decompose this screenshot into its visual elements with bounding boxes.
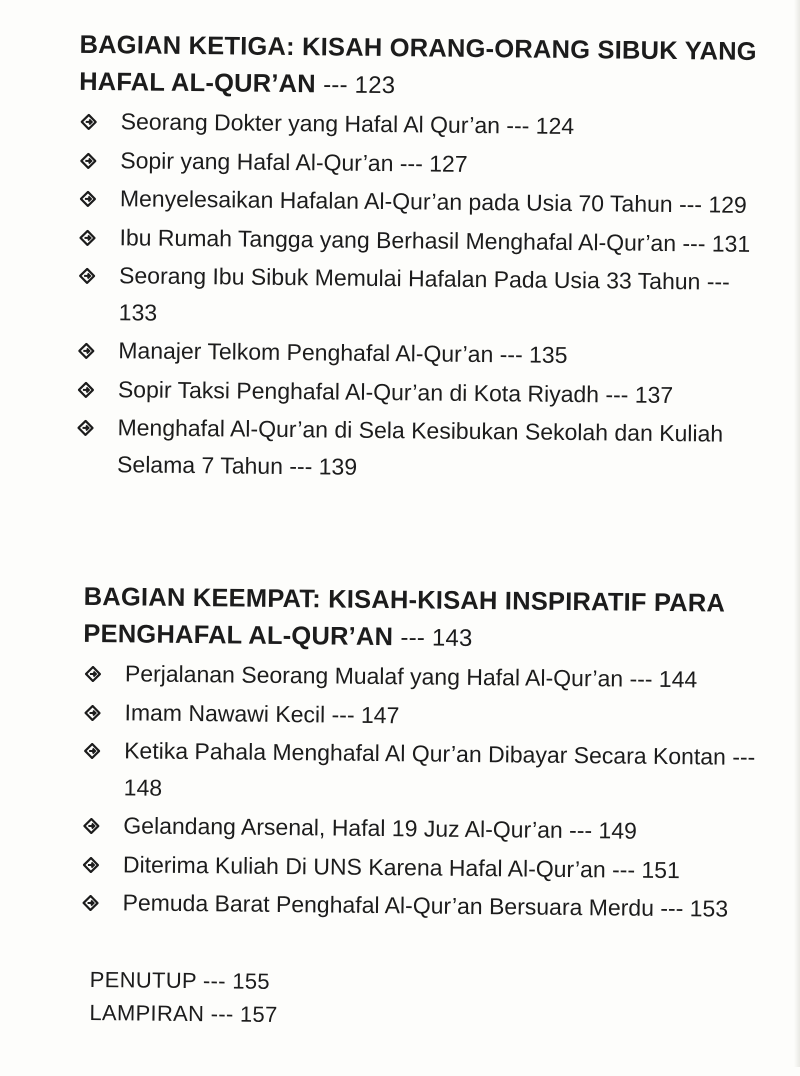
list-item (81, 845, 763, 889)
list-item-text: Ibu Rumah Tangga yang Berhasil Menghafal Al-Qur’an --- 131 (119, 223, 751, 257)
diamond-arrow-bullet-icon (84, 704, 100, 720)
list-item (76, 370, 758, 414)
diamond-arrow-bullet-icon (83, 818, 99, 834)
diamond-arrow-bullet-icon (84, 743, 100, 759)
list-item-text: Seorang Ibu Sibuk Memulai Hafalan Pada Usia 33 Tahun --- 133 (118, 262, 730, 326)
list-item-text: Ketika Pahala Menghafal Al Qur’an Dibayar Secara Kontan --- 148 (123, 737, 756, 801)
list-item-text: Manajer Telkom Penghafal Al-Qur’an --- 135 (118, 337, 568, 368)
diamond-arrow-bullet-icon (78, 381, 94, 397)
diamond-arrow-bullet-icon (80, 191, 96, 207)
list-item-text: Menyelesaikan Hafalan Al-Qur’an pada Usia 70 Tahun --- 129 (119, 185, 747, 218)
part-four-page: --- 143 (400, 624, 473, 652)
list-item-text: Gelandang Arsenal, Hafal 19 Juz Al-Qur’an --- 149 (123, 812, 638, 844)
list-item (77, 218, 759, 262)
list-item (75, 409, 758, 489)
diamond-arrow-bullet-icon (79, 268, 95, 284)
diamond-arrow-bullet-icon (77, 420, 93, 436)
diamond-arrow-bullet-icon (78, 343, 94, 359)
diamond-arrow-bullet-icon (79, 229, 95, 245)
list-item (79, 103, 761, 147)
part-three-heading (79, 27, 760, 108)
diamond-arrow-bullet-icon (80, 152, 96, 168)
part-three-list (75, 103, 800, 490)
diamond-arrow-bullet-icon (81, 114, 97, 130)
list-item-text: Diterima Kuliah Di UNS Karena Hafal Al-Qur’an --- 151 (122, 850, 680, 883)
diamond-arrow-bullet-icon (85, 666, 101, 682)
list-item (76, 332, 758, 376)
list-item (78, 141, 760, 185)
diamond-arrow-bullet-icon (83, 856, 99, 872)
page-edge-shadow (794, 0, 800, 1067)
list-item-text: Sopir Taksi Penghafal Al-Qur’an di Kota Riyadh --- 137 (117, 375, 674, 408)
penutup-entry: PENUTUP --- 155 (89, 966, 271, 994)
lampiran-entry: LAMPIRAN --- 157 (89, 999, 278, 1027)
list-item (80, 884, 762, 928)
part-three-section (75, 27, 800, 492)
list-item-text: Perjalanan Seorang Mualaf yang Hafal Al-Qur’an --- 144 (124, 660, 698, 693)
list-item-text: Sopir yang Hafal Al-Qur’an --- 127 (120, 146, 468, 177)
list-item (83, 655, 765, 699)
list-item (82, 693, 764, 737)
list-item-text: Seorang Dokter yang Hafal Al Qur’an --- 124 (120, 108, 575, 140)
list-item-text: Pemuda Barat Penghafal Al-Qur’an Bersuara Merdu --- 153 (122, 889, 729, 922)
part-three-title: BAGIAN KETIGA: KISAH ORANG-ORANG SIBUK YANG HAFAL AL-QUR’AN (79, 30, 757, 99)
closing-entries (89, 963, 278, 1031)
list-item (82, 732, 765, 812)
list-item (81, 807, 763, 851)
diamond-arrow-bullet-icon (82, 895, 98, 911)
part-four-section (80, 579, 800, 931)
part-four-list (80, 655, 800, 929)
part-three-page: --- 123 (323, 71, 396, 100)
list-item (78, 180, 760, 224)
list-item (77, 257, 760, 337)
list-item-text: Imam Nawawi Kecil --- 147 (124, 698, 400, 728)
part-four-title: BAGIAN KEEMPAT: KISAH-KISAH INSPIRATIF PARA PENGHAFAL AL-QUR’AN (83, 582, 725, 652)
list-item-text: Menghafal Al-Qur’an di Sela Kesibukan Sekolah dan Kuliah Selama 7 Tahun --- 139 (117, 414, 724, 480)
part-four-heading (83, 579, 764, 660)
